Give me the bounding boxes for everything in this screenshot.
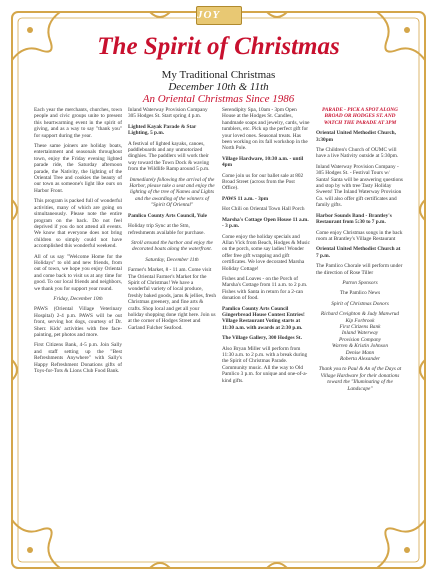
event-item: A festival of lighted kayaks, canoes, paddleboards and any unmotorized dinghies. The paddlers will work their way toward the Town Dock & waving from the Wildlife Ramp around 5 p.m. [128,140,210,173]
event-heading: Village Hardware, 10:30 a.m. - until 4pm [222,155,304,169]
tagline: An Oriental Christmas Since 1986 [142,93,295,105]
paragraph: These same joiners are holiday boats, entertainment and seasonals throughout town, enjoy the Friday evening lighted parade ride, the Saturday afternoon parade, the Nativity, the lighting of the Oriental Tree and cookies the beauty of our town as someone's light like ours on Harbor Front. [34,143,122,194]
event-dates: December 10th & 11th [168,81,269,93]
thank-you-note: Thank you to Paul & An of the Days at Village Hardware for their donations toward the "Illuminating of the Landscape" [318,366,402,392]
event-note: Immediately following the arrival of the Harbor, please take a seat and enjoy the lighting of the tree of Names and Lights and the awarding of the winners of "Spirit Of Oriental" [129,176,215,209]
event-item: Fishes and Loaves - on the Porch of Marsha's Cottage from 11 a.m. to 2 p.m. Fishes with Santa in return for a 2-can donation of food. [222,275,308,302]
column-3 [222,107,310,547]
day-heading: Friday, December 10th [53,295,103,302]
event-item: First Citizens Bank, 4-5 p.m. Join Sally and staff setting up the "Best Refreshments Anywhere" with Sally's Happy Refreshment Donations gifts of Toys-for-Tots & Lions Club Food Bank. [34,342,122,375]
donor-name: Warren & Kristin Johnson [332,343,388,350]
event-heading: Harbor Sounds Band - Brantley's Restaurant from 5:30 to 7 p.m. [316,212,392,226]
event-item: Also Bryan Miller will perform from 11:30 a.m. to 2 p.m. with a break during the Spirit of Christmas Parade. Community music. All the way to Old Pamlico 3 p.m. for unique and one-of-a-kind gifts. [222,345,308,384]
donor-name: Inland Waterway [341,330,379,337]
event-item: Inland Waterway Provision Company - 305 Hodges St. - Festival Tours w/ Santa! Santa will be answering questions and stop by with tree Tasty Holiday Sweets! The Inland Waterway Provision Co. will also offer gift certificates and family gifts. [316,163,403,209]
paragraph: Each year the merchants, churches, town people and civic groups unite to present this heartwarming event in the spirit of giving, and as a way to say "thank you" for support during the year. [34,107,122,139]
event-heading: PAWS 11 a.m. - 3pm [222,195,269,202]
joy-badge: JOY [196,6,242,25]
donor-name: Kip Forbrook [345,317,375,324]
event-item: Come enjoy Christmas songs in the back room at Brantley's Village Restaurant [316,229,403,242]
day-heading: Saturday, December 11th [145,256,199,263]
donor-name: Denise Mann [345,349,375,356]
sponsors-heading: Patron Sponsors [342,279,378,286]
subtitle: My Traditional Christmas [161,69,276,81]
paragraph: All of us say "Welcome Home for the Holidays" to old and new friends, from out of town, we hope you enjoy Oriental and come back to visit us at any time for good. To our local friends and neighbors, we thank you for support year round. [34,253,122,292]
sponsor-name: The Pamlico News [339,290,381,297]
event-item: PAWS (Oriental Village Veterinary Hospital) 2-4 p.m. PAWS will be out front, serving hot dogs, courtesy of Dr. Sherr. Kids' activities with free face-painting, pet photos and more. [34,306,122,338]
event-item: The Pamlico Chorale will perform under the direction of Rose Tiller [316,263,403,276]
event-heading: Pamlico County Arts Council Gingerbread House Contest Entries! Village Restaurant Voting starts at 11:30 a.m. with awards at 2:30 p.m. [222,305,305,331]
event-item: The Children's Church of OUMC will have a live Nativity outside at 5:30pm. [316,147,399,160]
donor-name: Roberta Alexander [339,356,381,362]
column-1 [34,107,122,547]
event-note: Stroll around the harbor and enjoy the decorated boats along the waterfront. [131,239,213,253]
content-columns [34,107,404,547]
event-item: Serendipity Spa, 10am - 3pm Open House at the Hodges St. Candles, handmade soaps and jewelry, cards, wine tumblers, etc. Pick up the perfect gift for your loved ones. Seasonal treats. Has been working on its fall workshop in the North Pole. [222,107,310,152]
event-heading: Lighted Kayak Parade & Star Lighting, 5 p.m. [128,123,197,137]
event-heading: Marsha's Cottage Open House 11 a.m. - 3 p.m. [222,216,309,230]
paragraph: This program is packed full of wonderful activities, many of which are going on simultaneously. Please note the entire program on the back. Do not feel deprived if you do not attend all events. We know that everyone does not bring children so simply could not have accomplished this wonderful weekend. [34,198,122,250]
donor-name: Richard Creighton & Judy Manwrud [320,311,400,318]
event-heading: Pamlico County Arts Council, Yule [128,212,207,219]
donor-name: Provision Company [338,336,382,343]
event-item: Come join us for our ballet sale at 802 Broad Street (across from the Post Office). [222,172,304,192]
event-item: Holiday trip Sync at the Stm, refreshments available for purchase. [128,223,205,236]
event-item: Inland Waterway Provision Company 305 Hodges St. Start spring 4 p.m. [128,107,208,120]
event-heading: The Village Gallery, 300 Hodges St. [222,335,302,342]
donor-name: First Citizens Bank [339,323,381,330]
event-item: Hot Chili on Oriental Town Hall Porch [222,206,305,213]
event-item: Farmer's Market, 8 - 11 am. Come visit The Oriental Farmer's Market for the Spirit of Christmas! We have a wonderful variety of local produce, freshly baked goods, jams & jellies, fresh Christmas greenery, and fine arts & crafts. Shop local and get all your holiday shopping done right here. Join us at the corner of Hodges Street and Garland Fulcher Seafood. [128,267,216,331]
parade-notice: PARADE - PICK A SPOT ALONG BROAD OR HODGES ST. AND WATCH THE PARADE AT 3PM [322,107,398,126]
donors-heading: Spirit of Christmas Donors [331,300,389,307]
event-heading: Oriental United Methodist Church, 3:30pm [316,130,396,143]
column-2 [128,107,216,547]
column-4 [316,107,404,547]
event-item: Come enjoy the holiday specials and Allan Vick from Beach, Hodges & Music on the porch, some say ladies! Wonder offer free gift wrapping and gift certificates. We love decorated Marsha Holiday Cottage! [222,233,310,272]
event-heading: Oriental United Methodist Church at 7 p.m. [316,246,401,259]
page-title: The Spirit of Christmas [97,33,340,60]
